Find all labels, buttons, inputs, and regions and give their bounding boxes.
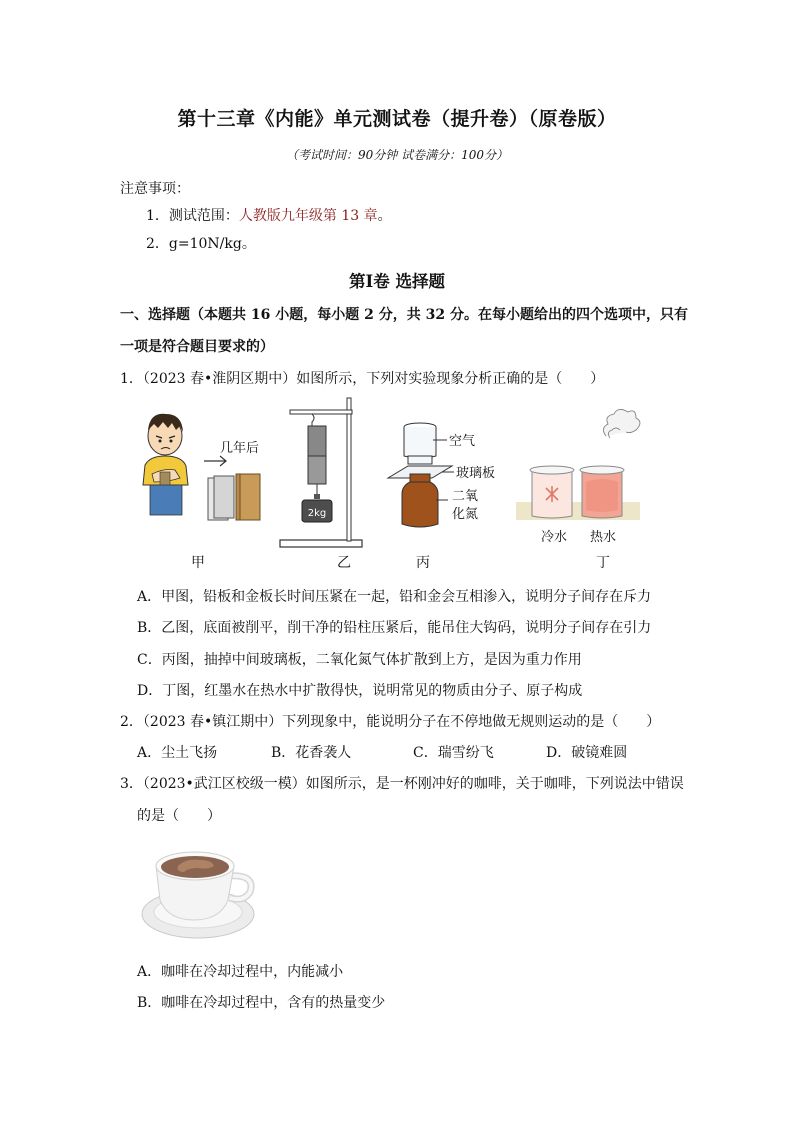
question-2-option-b: B．花香袭人 — [271, 745, 352, 761]
exam-info: （考试时间：90分钟 试卷满分：100分） — [286, 148, 508, 162]
notice-heading: 注意事项： — [120, 181, 190, 197]
figure-label-jia: 甲 — [191, 555, 205, 571]
question-1-figure — [130, 390, 650, 575]
figure-label-ding: 丁 — [596, 555, 610, 571]
question-2-option-d: D．破镜难圆 — [546, 745, 628, 761]
coffee-cup-image — [138, 836, 260, 946]
part-one-heading-line2: 一项是符合题目要求的） — [120, 339, 274, 355]
question-1-option-a: A．甲图，铅板和金板长时间压紧在一起，铅和金会互相渗入，说明分子间存在斥力 — [137, 589, 652, 605]
gas-label-line2: 化氮 — [452, 507, 479, 522]
section-title: 第Ⅰ卷 选择题 — [349, 272, 445, 291]
question-1-option-d: D．丁图，红墨水在热水中扩散得快，说明常见的物质由分子、原子构成 — [137, 683, 583, 699]
gas-label-line1: 二氧 — [452, 489, 479, 504]
question-2-option-a: A．尘土飞扬 — [137, 745, 218, 761]
page-title: 第十三章《内能》单元测试卷（提升卷）（原卷版） — [177, 108, 617, 130]
weight-label: 2kg — [307, 508, 327, 519]
hot-water-label: 热水 — [590, 530, 617, 545]
question-1-stem: 1．（2023 春•淮阴区期中）如图所示，下列对实验现象分析正确的是（ ） — [120, 371, 605, 387]
question-2-stem: 2．（2023 春•镇江期中）下列现象中，能说明分子在不停地做无规则运动的是（ ） — [120, 714, 661, 730]
question-1-option-b: B．乙图，底面被削平，削干净的铅柱压紧后，能吊住大钩码，说明分子间存在引力 — [137, 620, 652, 636]
jia-caption: 几年后 — [220, 441, 260, 456]
question-1-option-c: C．丙图，抽掉中间玻璃板，二氧化氮气体扩散到上方，是因为重力作用 — [137, 652, 582, 668]
part-one-heading-line1: 一、选择题（本题共 16 小题，每小题 2 分，共 32 分。在每小题给出的四个选项中，只有 — [120, 307, 688, 323]
notice-item-1-highlight: 人教版九年级第 13 章 — [238, 208, 378, 224]
question-2-option-c: C．瑞雪纷飞 — [413, 745, 494, 761]
arrow-right-icon — [204, 456, 226, 466]
air-label: 空气 — [449, 434, 476, 449]
notice-item-2: 2．g=10N/kg。 — [146, 236, 256, 252]
glass-plate-label: 玻璃板 — [456, 466, 496, 481]
notice-item-1 — [146, 205, 392, 225]
figure-label-yi: 乙 — [337, 555, 351, 571]
notice-item-1-prefix: 1．测试范围： — [146, 208, 239, 224]
bing-figure — [388, 423, 495, 527]
question-3-option-a: A．咖啡在冷却过程中，内能减小 — [137, 964, 344, 980]
figure-label-bing: 丙 — [416, 555, 430, 571]
ding-figure — [516, 409, 640, 545]
cold-water-label: 冷水 — [541, 530, 568, 545]
jia-figure — [143, 414, 260, 520]
question-3-stem-line2: 的是（ ） — [137, 808, 221, 824]
question-3-stem-line1: 3．（2023•武江区校级一模）如图所示，是一杯刚冲好的咖啡，关于咖啡，下列说法中错误 — [120, 776, 684, 792]
notice-item-1-suffix: 。 — [377, 208, 392, 224]
yi-figure — [280, 398, 362, 547]
question-3-option-b: B．咖啡在冷却过程中，含有的热量变少 — [137, 995, 386, 1011]
